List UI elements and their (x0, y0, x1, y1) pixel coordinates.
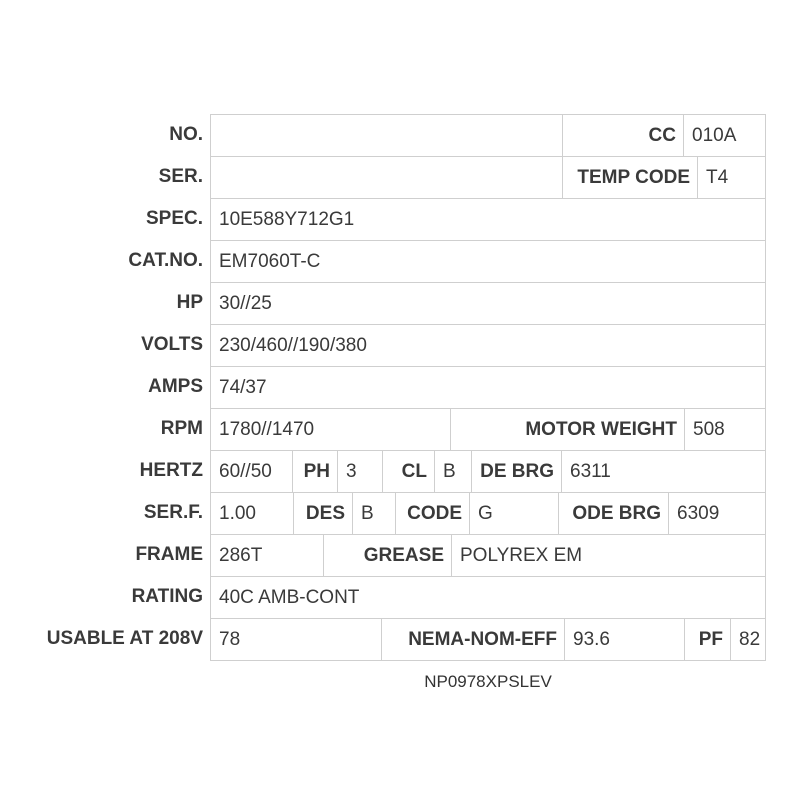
field-value: 508 (684, 409, 766, 451)
spec-row (0, 156, 800, 198)
field-key: DE BRG (471, 451, 561, 493)
field-value: B (352, 493, 395, 535)
field-value: POLYREX EM (451, 535, 766, 577)
row-label: HERTZ (139, 460, 203, 481)
row-label: USABLE AT 208V (46, 628, 203, 649)
field-value: B (434, 451, 471, 493)
row-label: SER. (158, 166, 203, 187)
field-value (210, 115, 562, 157)
row-cells (210, 156, 766, 199)
spec-row (0, 618, 800, 660)
field-key: PF (684, 619, 730, 660)
field-value: 74/37 (210, 367, 766, 409)
field-key: CODE (395, 493, 469, 535)
spec-row (0, 366, 800, 408)
row-label: SER.F. (143, 502, 203, 523)
row-cells (210, 198, 766, 241)
field-value: 010A (683, 115, 766, 157)
field-value: 93.6 (564, 619, 684, 660)
field-value: T4 (697, 157, 766, 199)
row-cells (210, 408, 766, 451)
spec-row (0, 450, 800, 492)
field-value: 6311 (561, 451, 766, 493)
field-value: EM7060T-C (210, 241, 766, 283)
field-value: 10E588Y712G1 (210, 199, 766, 241)
row-cells (210, 450, 766, 493)
spec-row (0, 492, 800, 534)
row-label: NO. (169, 124, 203, 145)
field-key: GREASE (323, 535, 451, 577)
spec-row (0, 534, 800, 576)
field-value: 82 (730, 619, 766, 660)
row-cells (210, 324, 766, 367)
field-value: 230/460//190/380 (210, 325, 766, 367)
spec-row (0, 198, 800, 240)
field-value: 1780//1470 (210, 409, 450, 451)
row-cells (210, 240, 766, 283)
field-value: 3 (337, 451, 382, 493)
field-key: CL (382, 451, 434, 493)
field-value: 1.00 (210, 493, 293, 535)
row-label: VOLTS (141, 334, 203, 355)
field-value: 78 (210, 619, 381, 660)
row-label: FRAME (135, 544, 203, 565)
spec-row (0, 240, 800, 282)
row-cells (210, 366, 766, 409)
field-key: TEMP CODE (562, 157, 697, 199)
field-value: 30//25 (210, 283, 766, 325)
spec-row (0, 282, 800, 324)
row-cells (210, 576, 766, 619)
spec-row (0, 576, 800, 618)
field-value: 40C AMB-CONT (210, 577, 766, 619)
field-value: 286T (210, 535, 323, 577)
spec-row (0, 324, 800, 366)
field-value: 60//50 (210, 451, 292, 493)
spec-row (0, 408, 800, 450)
field-value (210, 157, 562, 199)
row-label: RATING (131, 586, 203, 607)
row-cells (210, 618, 766, 661)
field-key: NEMA-NOM-EFF (381, 619, 564, 660)
field-key: MOTOR WEIGHT (450, 409, 684, 451)
field-key: PH (292, 451, 337, 493)
row-label: CAT.NO. (128, 250, 203, 271)
row-label: HP (176, 292, 203, 313)
field-value: G (469, 493, 558, 535)
row-cells (210, 282, 766, 325)
row-cells (210, 114, 766, 157)
field-key: ODE BRG (558, 493, 668, 535)
row-label: SPEC. (145, 208, 203, 229)
field-key: CC (562, 115, 683, 157)
row-cells (210, 534, 766, 577)
row-cells (210, 492, 766, 535)
field-key: DES (293, 493, 352, 535)
spec-row (0, 114, 800, 156)
nameplate-part-number: NP0978XPSLEV (424, 672, 552, 691)
field-value: 6309 (668, 493, 766, 535)
row-label: AMPS (148, 376, 203, 397)
row-label: RPM (160, 418, 203, 439)
